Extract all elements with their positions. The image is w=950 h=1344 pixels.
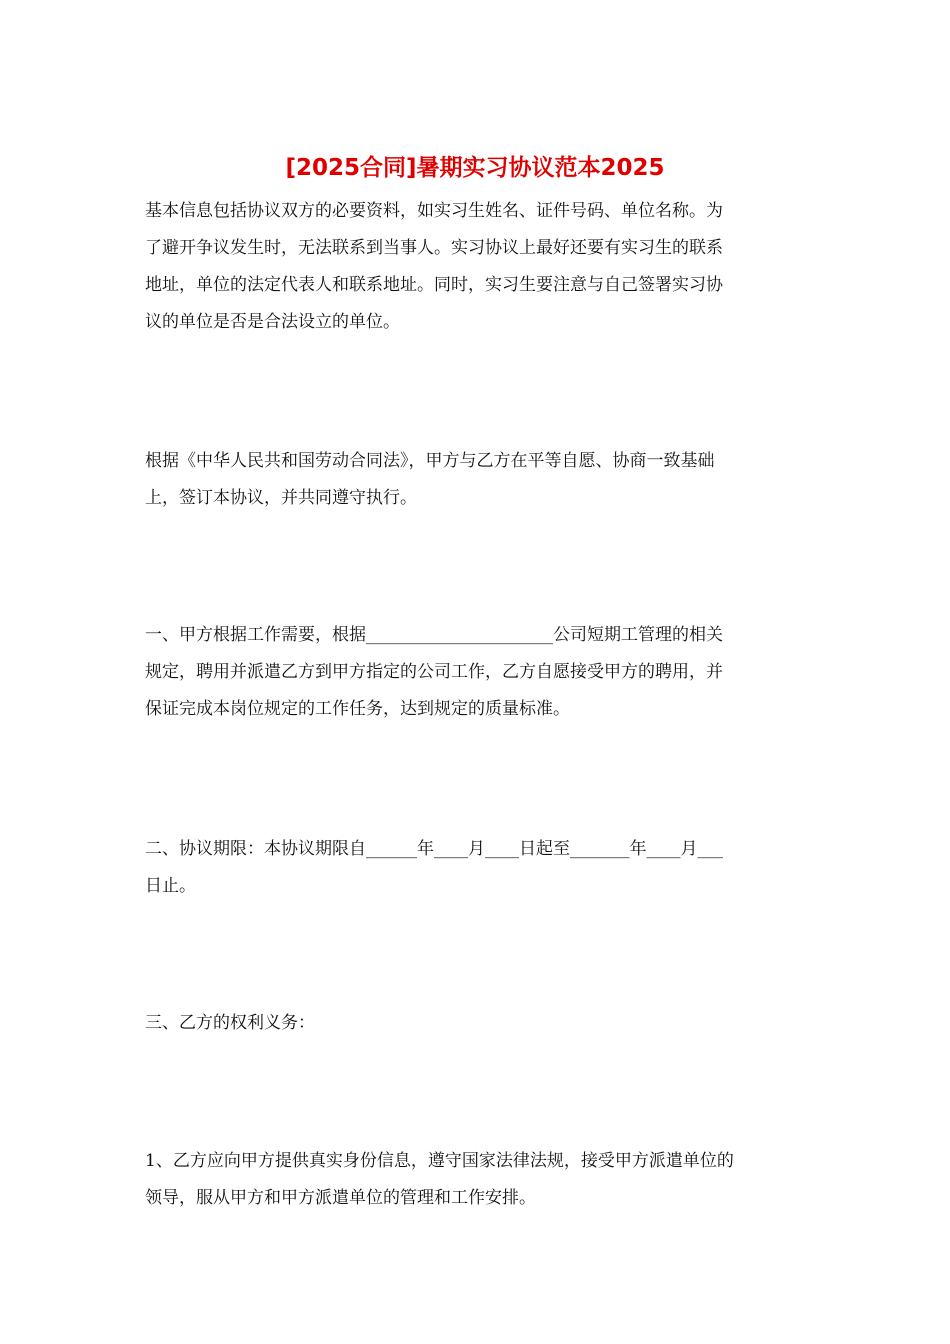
paragraph-line: 三、乙方的权利义务： [145, 1013, 315, 1033]
paragraph-line: 议的单位是否是合法设立的单位。 [145, 312, 400, 332]
paragraph-legal-basis [145, 443, 810, 517]
clause-3-heading [145, 1005, 810, 1042]
paragraph-line: 1、乙方应向甲方提供真实身份信息，遵守国家法律法规，接受甲方派遣单位的 [145, 1151, 734, 1171]
paragraph-line: 一、甲方根据工作需要，根据______________________公司短期工管理的相关 [145, 625, 723, 645]
paragraph-line: 领导，服从甲方和甲方派遣单位的管理和工作安排。 [145, 1188, 536, 1208]
clause-2-term [145, 831, 810, 905]
paragraph-line: 根据《中华人民共和国劳动合同法》，甲方与乙方在平等自愿、协商一致基础 [145, 451, 715, 471]
paragraph-line: 地址，单位的法定代表人和联系地址。同时，实习生要注意与自己签署实习协 [145, 275, 723, 295]
clause-3-item-1 [145, 1143, 810, 1217]
paragraph-line: 上，签订本协议，并共同遵守执行。 [145, 488, 417, 508]
clause-1-employment [145, 617, 810, 728]
paragraph-line: 规定，聘用并派遣乙方到甲方指定的公司工作，乙方自愿接受甲方的聘用，并 [145, 662, 723, 682]
paragraph-line: 了避开争议发生时，无法联系到当事人。实习协议上最好还要有实习生的联系 [145, 238, 723, 258]
document-title: [2025合同]暑期实习协议范本2025 [285, 155, 665, 181]
paragraph-line: 基本信息包括协议双方的必要资料，如实习生姓名、证件号码、单位名称。为 [145, 201, 723, 221]
paragraph-line: 二、协议期限：本协议期限自______年____月____日起至_______年____月___ [145, 839, 723, 859]
paragraph-intro [145, 193, 810, 341]
paragraph-line: 保证完成本岗位规定的工作任务，达到规定的质量标准。 [145, 699, 570, 719]
paragraph-line: 日止。 [145, 876, 196, 896]
